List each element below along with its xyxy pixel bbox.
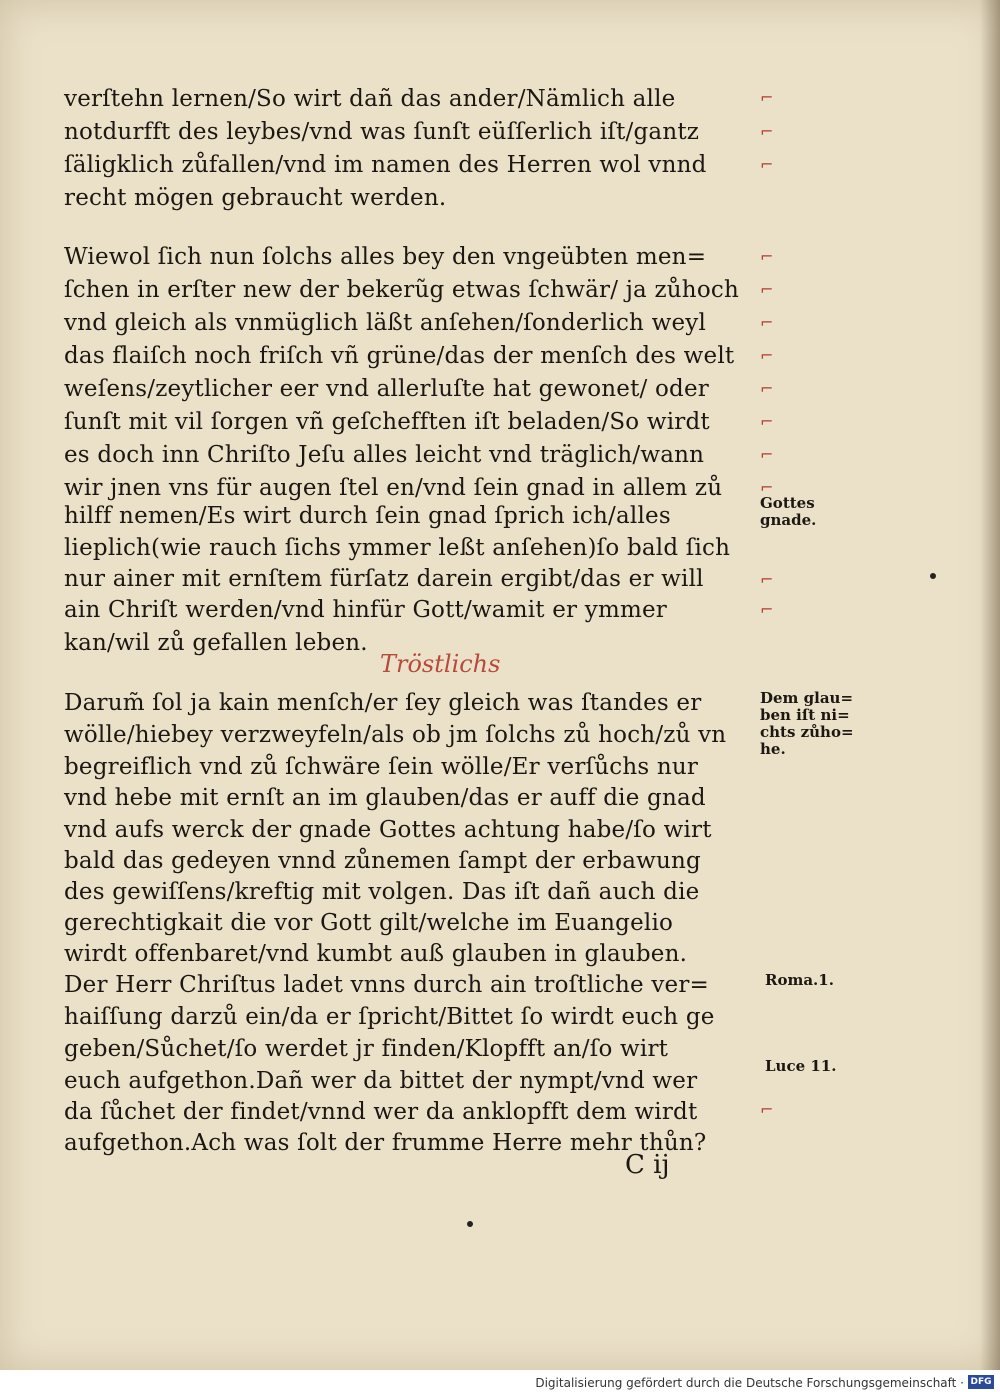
text-line: ſchen in erſter new der bekerũg etwas ſchwär/ ja zůhoch	[64, 277, 739, 303]
red-tick-mark: ⌐	[760, 280, 774, 299]
red-tick-mark: ⌐	[760, 88, 774, 107]
text-line: wölle/hiebey verzweyfeln/als ob jm ſolchs zů hoch/zů vn	[64, 722, 727, 748]
red-tick-mark: ⌐	[760, 155, 774, 174]
red-tick-mark: ⌐	[760, 600, 774, 619]
text-line: Wiewol ſich nun ſolchs alles bey den vngeübten men=	[64, 244, 707, 270]
text-line: vnd aufs werck der gnade Gottes achtung habe/ſo wirt	[64, 817, 712, 843]
red-tick-mark: ⌐	[760, 1100, 774, 1119]
footer-credit-text: Digitalisierung gefördert durch die Deutsche Forschungsgemeinschaft ·	[535, 1376, 964, 1390]
text-line: vnd gleich als vnmüglich läßt anſehen/ſonderlich weyl	[64, 310, 707, 336]
text-line: ſunſt mit vil ſorgen vñ geſchefften iſt beladen/So wirdt	[64, 409, 710, 435]
marginal-note-line: ben iſt ni=	[760, 706, 850, 724]
red-tick-mark: ⌐	[760, 122, 774, 141]
marginal-note-luce: Luce 11.	[765, 1057, 837, 1075]
ink-speck	[467, 1221, 473, 1227]
text-line: Darum̃ ſol ja kain menſch/er ſey gleich was ſtandes er	[64, 690, 702, 716]
text-line: ſäligklich zůfallen/vnd im namen des Herren wol vnnd	[64, 152, 707, 178]
text-line: es doch inn Chriſto Jeſu alles leicht vnd träglich/wann	[64, 442, 705, 468]
text-line: wir jnen vns für augen ſtel en/vnd ſein gnad in allem zů	[64, 475, 723, 501]
handwritten-heading: Tröstlichs	[380, 650, 501, 678]
text-line: bald das gedeyen vnnd zůnemen ſampt der erbawung	[64, 848, 701, 874]
marginal-note-line: chts zůho=	[760, 723, 854, 741]
text-line: haiſſung darzů ein/da er ſpricht/Bittet ſo wirdt euch ge	[64, 1004, 715, 1030]
text-line: lieplich(wie rauch ſichs ymmer leßt anſehen)ſo bald ſich	[64, 535, 731, 561]
text-line: verſtehn lernen/So wirt dañ das ander/Nämlich alle	[64, 86, 676, 112]
marginal-note-line: gnade.	[760, 511, 817, 529]
text-line: da ſůchet der findet/vnnd wer da anklopfft dem wirdt	[64, 1099, 698, 1125]
text-line: nur ainer mit ernſtem fürſatz darein ergibt/das er will	[64, 566, 704, 592]
text-line: kan/wil zů gefallen leben.	[64, 630, 368, 656]
marginal-note-line: Dem glau=	[760, 689, 854, 707]
red-tick-mark: ⌐	[760, 346, 774, 365]
text-line: des gewiſſens/kreftig mit volgen. Das iſt dañ auch die	[64, 879, 700, 905]
text-line: vnd hebe mit ernſt an im glauben/das er auff die gnad	[64, 785, 706, 811]
red-tick-mark: ⌐	[760, 313, 774, 332]
red-tick-mark: ⌐	[760, 379, 774, 398]
marginal-note-line: he.	[760, 740, 786, 758]
text-line: aufgethon.Ach was ſolt der frumme Herre mehr thůn?	[64, 1130, 707, 1156]
text-line: begreiflich vnd zů ſchwäre ſein wölle/Er verſůchs nur	[64, 754, 699, 780]
red-tick-mark: ⌐	[760, 247, 774, 266]
text-line: weſens/zeytlicher eer vnd allerluſte hat gewonet/ oder	[64, 376, 709, 402]
marginal-note-dem-glauben	[760, 690, 854, 758]
marginal-note-roma: Roma.1.	[765, 971, 834, 989]
dfg-logo: DFG	[968, 1375, 994, 1389]
red-tick-mark: ⌐	[760, 570, 774, 589]
red-tick-mark: ⌐	[760, 478, 774, 497]
text-line: gerechtigkait die vor Gott gilt/welche im Euangelio	[64, 910, 674, 936]
red-tick-mark: ⌐	[760, 445, 774, 464]
digitization-footer	[0, 1372, 1000, 1392]
red-tick-mark: ⌐	[760, 412, 774, 431]
text-line: ain Chriſt werden/vnd hinfür Gott/wamit er ymmer	[64, 597, 667, 623]
signature-mark: C ij	[625, 1150, 670, 1180]
text-line: recht mögen gebraucht werden.	[64, 185, 447, 211]
text-line: Der Herr Chriſtus ladet vnns durch ain troſtliche ver=	[64, 972, 710, 998]
marginal-note-line: Gottes	[760, 494, 815, 512]
text-line: notdurfft des leybes/vnd was ſunſt eüſſerlich iſt/gantz	[64, 119, 700, 145]
text-line: wirdt offenbaret/vnd kumbt auß glauben in glauben.	[64, 941, 688, 967]
text-line: hilff nemen/Es wirt durch ſein gnad ſprich ich/alles	[64, 503, 671, 529]
text-line: euch aufgethon.Dañ wer da bittet der nympt/vnd wer	[64, 1068, 698, 1094]
ink-speck	[930, 573, 936, 579]
text-line: geben/Sůchet/ſo werdet jr finden/Klopfft an/ſo wirt	[64, 1036, 669, 1062]
text-line: das flaiſch noch friſch vñ grüne/das der menſch des welt	[64, 343, 735, 369]
marginal-note-gottes-gnade	[760, 495, 816, 529]
